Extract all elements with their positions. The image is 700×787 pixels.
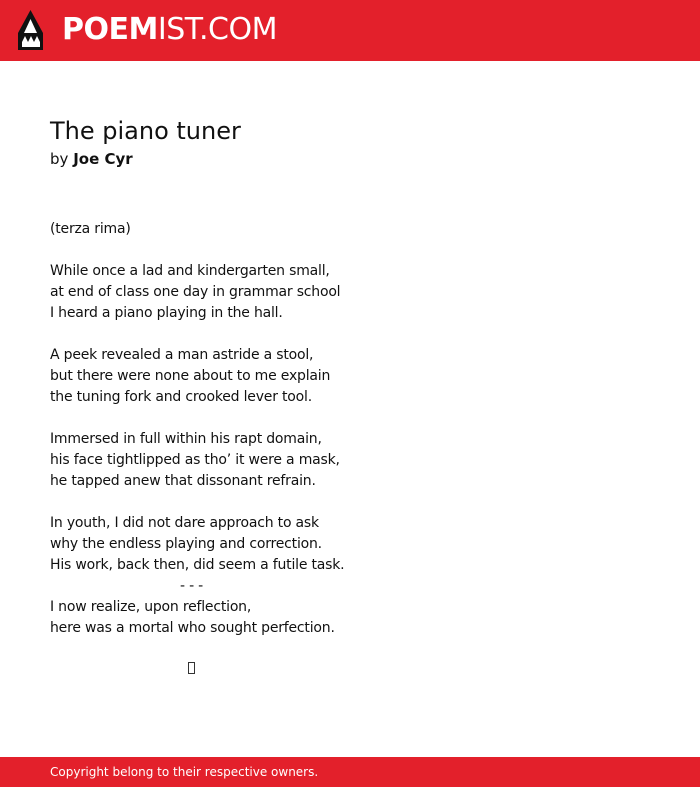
pencil-icon[interactable] [17, 9, 44, 51]
form-note: (terza rima) [50, 221, 131, 237]
section-separator: - - - [179, 578, 204, 594]
site-logo[interactable] [62, 13, 277, 47]
poem-line: the tuning fork and crooked lever tool. [50, 389, 312, 405]
poem-line: I now realize, upon reflection, [50, 599, 252, 615]
poem-line: at end of class one day in grammar school [50, 284, 341, 300]
site-footer [0, 757, 700, 787]
poem-line: why the endless playing and correction. [50, 536, 322, 552]
poem-line: A peek revealed a man astride a stool, [50, 347, 314, 363]
copyright-notice: Copyright belong to their respective owners. [50, 765, 319, 779]
poem-line: Immersed in full within his rapt domain, [50, 431, 322, 447]
poem-line: his face tightlipped as tho’ it were a mask, [50, 452, 340, 468]
poem-line: While once a lad and kindergarten small, [50, 263, 330, 279]
poem-line: he tapped anew that dissonant refrain. [50, 473, 316, 489]
logo-text-bold: POEM [62, 12, 158, 47]
byline [50, 149, 133, 169]
author-name[interactable]: Joe Cyr [73, 150, 133, 168]
poem-line: I heard a piano playing in the hall. [50, 305, 283, 321]
poem-body [50, 219, 370, 639]
poem-title: The piano tuner [50, 117, 241, 145]
poem-line: here was a mortal who sought perfection. [50, 620, 335, 636]
poem-line: His work, back then, did seem a futile task. [50, 557, 345, 573]
end-of-poem-icon [188, 662, 195, 674]
logo-text-light: IST.COM [157, 12, 277, 47]
by-label: by [50, 150, 69, 168]
poem-line: but there were none about to me explain [50, 368, 331, 384]
poem-line: In youth, I did not dare approach to ask [50, 515, 319, 531]
site-header [0, 0, 700, 61]
